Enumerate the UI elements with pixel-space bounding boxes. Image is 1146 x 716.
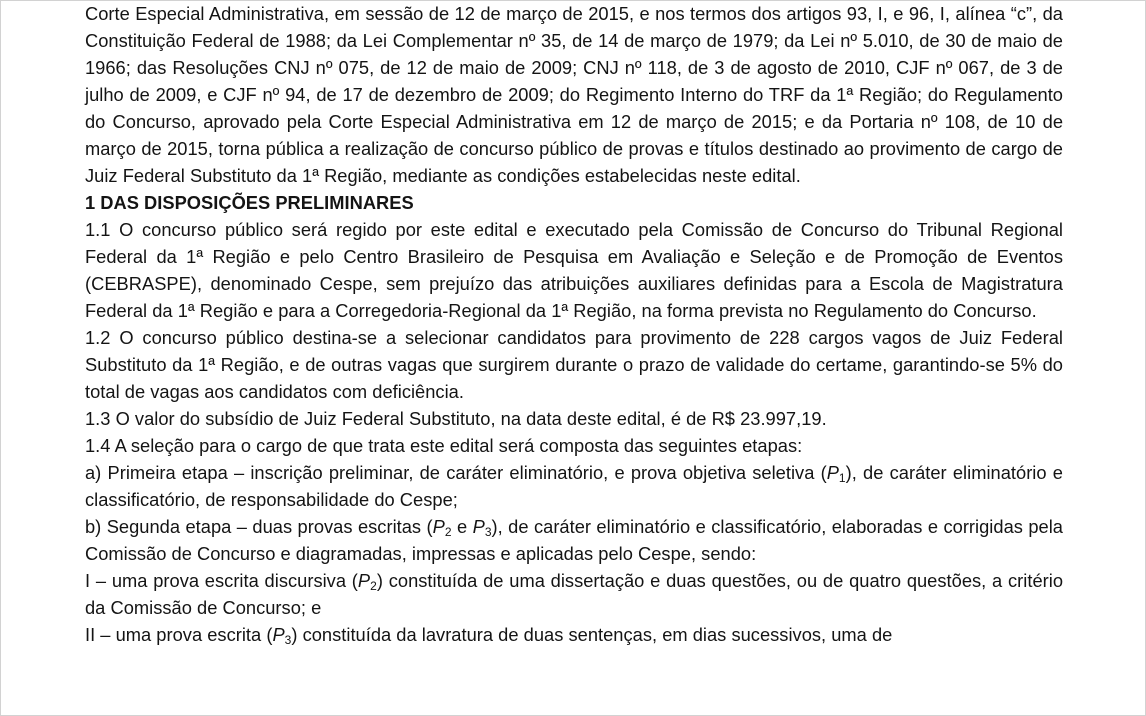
intro-line-8: Substituto da 1ª Região, mediante as condições estabelecidas neste edital. (189, 165, 801, 186)
intro-paragraph (85, 0, 1063, 189)
paragraph-a (85, 459, 1063, 513)
p11-line-1: 1.1 O concurso público será regido por este edital e executado pela Comissão de Concurso do Tribunal (85, 219, 983, 240)
pI-line-2: questões, a critério da Comissão de Concurso; e (85, 570, 1064, 618)
p11-line-2: Regional Federal da 1ª Região e pelo Centro Brasileiro de Pesquisa em Avaliação e Seleção e de (85, 219, 1063, 267)
paragraph-1-2 (85, 324, 1063, 405)
pII-line-1-post: ) constituída da lavratura de duas sentenças, em dias sucessivos, uma de (291, 624, 893, 645)
paragraph-b (85, 513, 1063, 567)
pb-line-1 (85, 516, 938, 537)
pb-line-1-pre: b) Segunda etapa – duas provas escritas ( (85, 516, 433, 537)
intro-line-3: nº 5.010, de 30 de maio de 1966; das Resoluções CNJ nº 075, de 12 de maio de 2009; CNJ nº 118, de 3 (85, 30, 1063, 78)
pa-line-1-post: ), de caráter (845, 462, 947, 483)
paragraph-1-3: 1.3 O valor do subsídio de Juiz Federal Substituto, na data deste edital, é de R$ 23.997,19. (85, 408, 827, 429)
pa-line-1 (85, 462, 947, 483)
p11-line-5: forma prevista no Regulamento do Concurso. (667, 300, 1037, 321)
intro-line-7: realização de concurso público de provas e títulos destinado ao provimento de cargo de Juiz Federal (85, 138, 1063, 186)
pII-sub: 3 (284, 633, 292, 647)
p11-line-4: para a Escola de Magistratura Federal da 1ª Região e para a Corregedoria-Regional da 1ª Região, na (85, 273, 1063, 321)
intro-line-1: Corte Especial Administrativa, em sessão de 12 de março de 2015, e nos termos dos artigos 93, I, e 96, I, (85, 3, 950, 24)
pII-var: P (272, 624, 285, 645)
intro-line-6: Administrativa em 12 de março de 2015; e da Portaria nº 108, de 10 de março de 2015, torna pública a (85, 111, 1064, 159)
section-heading: 1 DAS DISPOSIÇÕES PRELIMINARES (85, 192, 414, 213)
pa-sub: 1 (838, 471, 846, 485)
p12-line-2: Federal Substituto da 1ª Região, e de outras vagas que surgirem durante o prazo de validade do (85, 327, 1063, 375)
paragraph-1-4: 1.4 A seleção para o cargo de que trata este edital será composta das seguintes etapas: (85, 435, 803, 456)
pa-line-2: eliminatório e classificatório, de responsabilidade do Cespe; (85, 462, 1063, 510)
pb-line-1-mid: e (451, 516, 473, 537)
pb-var-2: P (472, 516, 485, 537)
p12-line-3: certame, garantindo-se 5% do total de vagas aos candidatos com deficiência. (85, 354, 1063, 402)
p12-line-1: 1.2 O concurso público destina-se a selecionar candidatos para provimento de 228 cargos vagos de Juiz (85, 327, 992, 348)
pb-line-2: corrigidas pela Comissão de Concurso e diagramadas, impressas e aplicadas pelo Cespe, sendo: (85, 516, 1063, 564)
p11-line-3: Promoção de Eventos (CEBRASPE), denominado Cespe, sem prejuízo das atribuições auxiliares definidas (85, 246, 1064, 294)
pI-line-1-pre: I – uma prova escrita discursiva ( (85, 570, 358, 591)
pa-line-1-pre: a) Primeira etapa – inscrição preliminar, de caráter eliminatório, e prova objetiva seletiva ( (85, 462, 827, 483)
intro-line-4: de agosto de 2010, CJF nº 067, de 3 de julho de 2009, e CJF nº 94, de 17 de dezembro de 2009; do (85, 57, 1063, 105)
document-body (85, 0, 1063, 648)
paragraph-II (85, 621, 1063, 648)
intro-line-5: Regimento Interno do TRF da 1ª Região; do Regulamento do Concurso, aprovado pela Corte Especial (85, 84, 1063, 132)
pII-line-1 (85, 624, 892, 645)
paragraph-I (85, 567, 1063, 621)
paragraph-1-1 (85, 216, 1063, 324)
pI-line-1 (85, 570, 901, 591)
pb-line-1-post: ), de caráter eliminatório e classificatório, elaboradas e (491, 516, 939, 537)
pI-sub: 2 (370, 579, 377, 593)
pa-var: P (826, 462, 839, 483)
pI-line-1-post: ) constituída de uma dissertação e duas questões, ou de quatro (376, 570, 902, 591)
pII-line-1-pre: II – uma prova escrita ( (85, 624, 273, 645)
pI-var: P (357, 570, 371, 591)
intro-line-2: alínea “c”, da Constituição Federal de 1988; da Lei Complementar nº 35, de 14 de março de 1979; da Lei (85, 3, 1063, 51)
pb-sub-2: 3 (484, 525, 492, 539)
pb-sub-1: 2 (444, 525, 452, 539)
pb-var-1: P (432, 516, 445, 537)
